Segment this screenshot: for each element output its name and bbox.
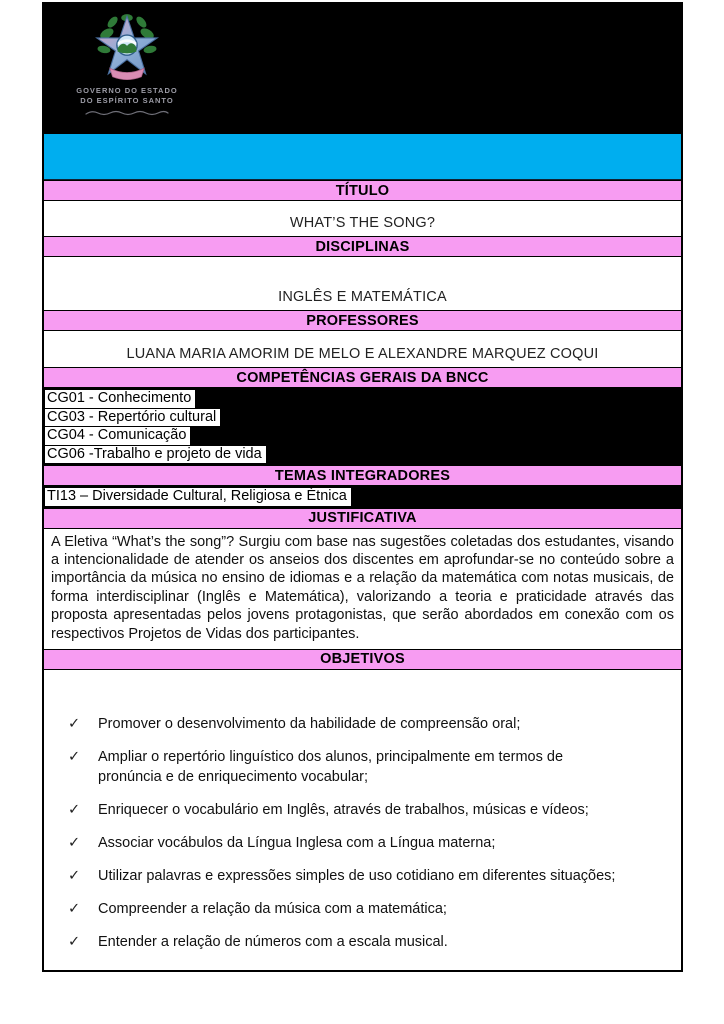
professores-value-text: LUANA MARIA AMORIM DE MELO E ALEXANDRE MARQUEZ COQUI bbox=[126, 346, 599, 362]
list-item bbox=[45, 445, 681, 464]
section-header-disciplinas bbox=[44, 236, 681, 257]
course-plan-document bbox=[42, 2, 683, 972]
section-header-professores bbox=[44, 310, 681, 331]
check-icon: ✓ bbox=[68, 834, 81, 851]
section-header-temas bbox=[44, 465, 681, 486]
section-header-competencias bbox=[44, 367, 681, 388]
disciplinas-value-text: INGLÊS E MATEMÁTICA bbox=[278, 289, 447, 305]
list-item bbox=[64, 714, 657, 734]
competencia-cg04: CG04 - Comunicação bbox=[45, 427, 190, 445]
section-header-objetivos-label: OBJETIVOS bbox=[320, 651, 405, 668]
section-header-competencias-label: COMPETÊNCIAS GERAIS DA BNCC bbox=[236, 369, 489, 386]
espirito-santo-logo bbox=[62, 12, 192, 117]
list-item bbox=[64, 899, 657, 919]
list-item bbox=[45, 389, 681, 408]
logo-org-line2: DO ESPÍRITO SANTO bbox=[80, 96, 174, 106]
list-item bbox=[64, 747, 657, 787]
tema-ti13: TI13 – Diversidade Cultural, Religiosa e Étnica bbox=[45, 488, 351, 506]
objetivo-text: Ampliar o repertório linguístico dos alunos, principalmente em termos de pronúncia e de enriquecimento vocabular; bbox=[98, 748, 564, 785]
list-item bbox=[64, 932, 657, 952]
list-item bbox=[45, 487, 681, 506]
section-header-titulo-label: TÍTULO bbox=[335, 182, 390, 199]
logo-tagline-script bbox=[84, 109, 170, 117]
objetivos-list bbox=[44, 670, 681, 952]
list-item bbox=[64, 833, 657, 853]
list-item bbox=[64, 800, 657, 820]
check-icon: ✓ bbox=[68, 900, 81, 917]
titulo-value-text: WHAT’S THE SONG? bbox=[289, 215, 436, 231]
list-item bbox=[45, 426, 681, 445]
professores-value bbox=[44, 331, 681, 367]
justificativa-paragraph: A Eletiva “What’s the song”? Surgiu com base nas sugestões coletadas dos estudantes, visando a intencionalidade de atender os anseios dos discentes em aprofundar-se no conteúdo sobre a importância da música no ensino de idiomas e a relação da matemática com notas musicais, de forma interdisciplinar (Inglês e Matemática), valorizando a teoria e praticidade através das proposta apresentadas pelos jovens protagonistas, que serão abordados em conexão com os respectivos Projetos de Vidas dos participantes. bbox=[44, 529, 681, 649]
temas-list bbox=[44, 486, 681, 508]
objetivo-text: Compreender a relação da música com a matemática; bbox=[98, 900, 447, 917]
competencias-list bbox=[44, 388, 681, 465]
check-icon: ✓ bbox=[68, 801, 81, 818]
cyan-banner-bar bbox=[44, 133, 681, 180]
logo-org-line1: GOVERNO DO ESTADO bbox=[76, 86, 178, 95]
objetivo-text: Associar vocábulos da Língua Inglesa com a Língua materna; bbox=[98, 834, 496, 851]
objetivo-text: Promover o desenvolvimento da habilidade de compreensão oral; bbox=[98, 715, 521, 732]
list-item bbox=[64, 866, 657, 886]
list-item bbox=[45, 408, 681, 427]
header-banner bbox=[44, 4, 681, 133]
section-header-justificativa-label: JUSTIFICATIVA bbox=[308, 510, 417, 526]
section-header-titulo bbox=[44, 180, 681, 201]
section-header-temas-label: TEMAS INTEGRADORES bbox=[274, 467, 451, 484]
titulo-value bbox=[44, 201, 681, 236]
competencia-cg06: CG06 -Trabalho e projeto de vida bbox=[45, 446, 266, 464]
check-icon: ✓ bbox=[68, 867, 81, 884]
section-header-professores-label: PROFESSORES bbox=[306, 312, 419, 329]
check-icon: ✓ bbox=[68, 933, 81, 950]
section-header-disciplinas-label: DISCIPLINAS bbox=[315, 238, 410, 255]
check-icon: ✓ bbox=[68, 748, 81, 765]
objetivo-text: Entender a relação de números com a escala musical. bbox=[98, 933, 448, 950]
logo-org-name bbox=[76, 86, 177, 106]
state-star-emblem-icon bbox=[91, 12, 163, 84]
section-header-justificativa bbox=[44, 508, 681, 529]
objetivo-text: Utilizar palavras e expressões simples de uso cotidiano em diferentes situações; bbox=[98, 867, 616, 884]
section-header-objetivos bbox=[44, 649, 681, 670]
competencia-cg03: CG03 - Repertório cultural bbox=[45, 409, 220, 427]
check-icon: ✓ bbox=[68, 715, 81, 732]
objetivo-text: Enriquecer o vocabulário em Inglês, através de trabalhos, músicas e vídeos; bbox=[98, 801, 589, 818]
disciplinas-value bbox=[44, 257, 681, 310]
competencia-cg01: CG01 - Conhecimento bbox=[45, 390, 195, 408]
